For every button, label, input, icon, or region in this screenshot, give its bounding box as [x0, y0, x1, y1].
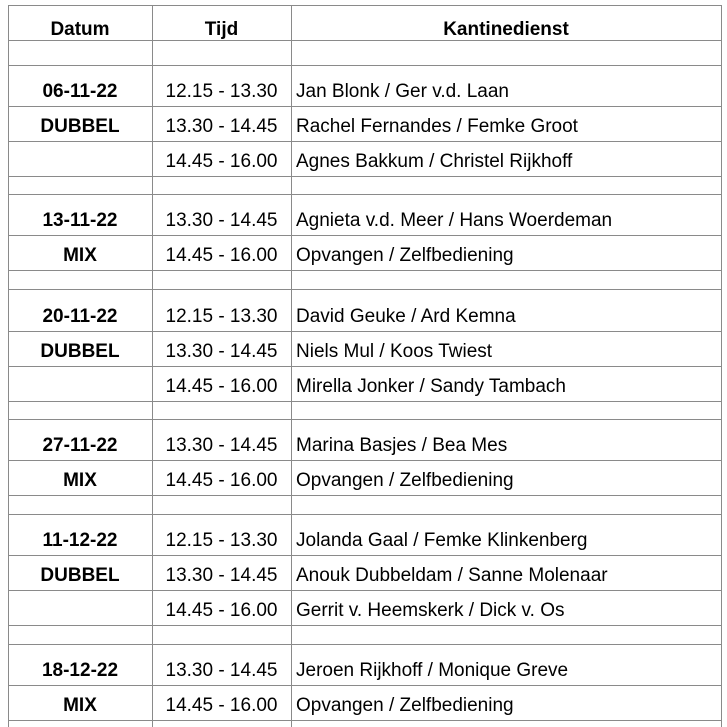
cell-kantinedienst: Jolanda Gaal / Femke Klinkenberg	[296, 530, 588, 551]
cell-datum: 13-11-22	[42, 210, 118, 231]
row-border	[8, 194, 721, 195]
cell-datum: 20-11-22	[42, 306, 118, 327]
cell-tijd: 13.30 - 14.45	[165, 660, 278, 681]
cell-kantinedienst: Opvangen / Zelfbediening	[296, 245, 514, 266]
row-border	[8, 685, 721, 686]
cell-kantinedienst: Agnes Bakkum / Christel Rijkhoff	[296, 151, 573, 172]
cell-tijd: 14.45 - 16.00	[165, 245, 278, 266]
row-border	[8, 106, 721, 107]
cell-datum: DUBBEL	[40, 565, 120, 586]
cell-kantinedienst: Marina Basjes / Bea Mes	[296, 435, 508, 456]
cell-datum: DUBBEL	[40, 341, 120, 362]
cell-datum: DUBBEL	[40, 116, 120, 137]
cell-tijd: 13.30 - 14.45	[165, 116, 278, 137]
cell-datum: MIX	[63, 695, 97, 716]
cell-kantinedienst: Rachel Fernandes / Femke Groot	[296, 116, 578, 137]
cell-tijd: 14.45 - 16.00	[165, 151, 278, 172]
cell-datum: MIX	[63, 470, 97, 491]
cell-kantinedienst: David Geuke / Ard Kemna	[296, 306, 516, 327]
row-border	[8, 720, 721, 721]
cell-tijd: 14.45 - 16.00	[165, 695, 278, 716]
cell-tijd: 14.45 - 16.00	[165, 470, 278, 491]
row-border	[8, 555, 721, 556]
row-border	[8, 5, 721, 6]
row-border	[8, 460, 721, 461]
cell-kantinedienst: Opvangen / Zelfbediening	[296, 695, 514, 716]
cell-kantinedienst: Niels Mul / Koos Twiest	[296, 341, 493, 362]
cell-kantinedienst: Jan Blonk / Ger v.d. Laan	[296, 81, 509, 102]
row-border	[8, 40, 721, 41]
header-tijd: Tijd	[204, 19, 239, 40]
row-border	[8, 141, 721, 142]
cell-datum: 11-12-22	[42, 530, 118, 551]
cell-kantinedienst: Jeroen Rijkhoff / Monique Greve	[296, 660, 569, 681]
cell-tijd: 12.15 - 13.30	[165, 306, 278, 327]
row-border	[8, 590, 721, 591]
header-kantinedienst: Kantinedienst	[443, 19, 569, 40]
cell-tijd: 13.30 - 14.45	[165, 210, 278, 231]
column-border	[291, 5, 292, 727]
row-border	[8, 495, 721, 496]
cell-tijd: 12.15 - 13.30	[165, 81, 278, 102]
cell-tijd: 13.30 - 14.45	[165, 565, 278, 586]
cell-datum: 27-11-22	[42, 435, 118, 456]
row-border	[8, 176, 721, 177]
row-border	[8, 235, 721, 236]
column-border	[8, 5, 9, 727]
cell-tijd: 12.15 - 13.30	[165, 530, 278, 551]
row-border	[8, 625, 721, 626]
cell-kantinedienst: Opvangen / Zelfbediening	[296, 470, 514, 491]
row-border	[8, 270, 721, 271]
cell-tijd: 14.45 - 16.00	[165, 600, 278, 621]
row-border	[8, 289, 721, 290]
row-border	[8, 514, 721, 515]
cell-kantinedienst: Mirella Jonker / Sandy Tambach	[296, 376, 566, 397]
cell-tijd: 13.30 - 14.45	[165, 341, 278, 362]
row-border	[8, 331, 721, 332]
cell-datum: MIX	[63, 245, 97, 266]
cell-tijd: 14.45 - 16.00	[165, 376, 278, 397]
row-border	[8, 644, 721, 645]
cell-datum: 06-11-22	[42, 81, 118, 102]
row-border	[8, 65, 721, 66]
header-datum: Datum	[50, 19, 110, 40]
cell-datum: 18-12-22	[41, 660, 119, 681]
cell-kantinedienst: Anouk Dubbeldam / Sanne Molenaar	[296, 565, 608, 586]
cell-kantinedienst: Agnieta v.d. Meer / Hans Woerdeman	[296, 210, 613, 231]
row-border	[8, 419, 721, 420]
cell-tijd: 13.30 - 14.45	[165, 435, 278, 456]
row-border	[8, 401, 721, 402]
row-border	[8, 366, 721, 367]
cell-kantinedienst: Gerrit v. Heemskerk / Dick v. Os	[296, 600, 565, 621]
column-border	[721, 5, 722, 727]
